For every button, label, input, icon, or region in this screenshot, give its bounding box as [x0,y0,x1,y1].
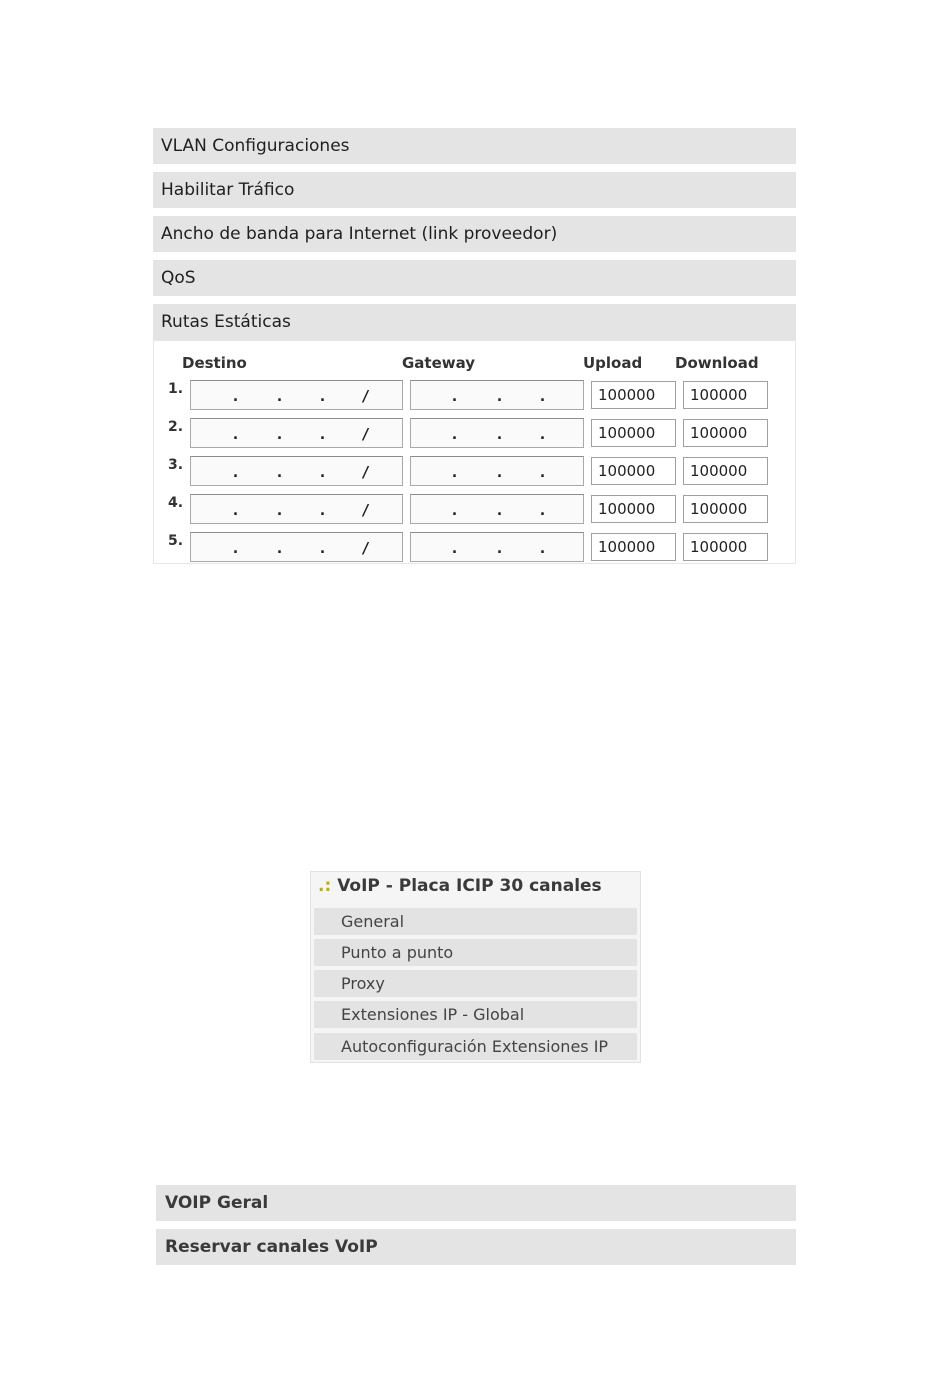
upload-input[interactable]: 100000 [591,419,676,447]
ip-separator: . [231,387,241,405]
ip-separator: . [275,501,285,519]
menu-title-text: VoIP - Placa ICIP 30 canales [337,876,602,896]
gateway-input[interactable] [410,494,584,524]
gateway-input[interactable] [410,532,584,562]
ip-separator: . [450,463,460,481]
column-header-destino: Destino [182,354,247,372]
column-header-gateway: Gateway [402,354,476,372]
section-label: VLAN Configuraciones [161,136,350,156]
menu-item-autoconfiguracion[interactable]: Autoconfiguración Extensiones IP [314,1033,637,1060]
ip-separator: / [361,425,371,443]
upload-input[interactable]: 100000 [591,457,676,485]
ip-separator: / [361,463,371,481]
gateway-input[interactable] [410,456,584,486]
ip-separator: . [275,463,285,481]
download-input[interactable]: 100000 [683,495,768,523]
ip-separator: . [318,425,328,443]
section-rutas-estaticas[interactable] [153,304,796,340]
section-reservar-canales-voip[interactable]: Reservar canales VoIP [156,1229,796,1265]
ip-separator: . [318,387,328,405]
section-label: Rutas Estáticas [161,312,291,332]
destino-input[interactable] [190,456,403,486]
ip-separator: . [318,539,328,557]
gateway-input[interactable] [410,380,584,410]
section-voip-geral[interactable]: VOIP Geral [156,1185,796,1221]
destino-input[interactable] [190,380,403,410]
download-input[interactable]: 100000 [683,457,768,485]
upload-input[interactable]: 100000 [591,381,676,409]
ip-separator: . [318,501,328,519]
upload-input[interactable]: 100000 [591,495,676,523]
ip-separator: . [450,425,460,443]
ip-separator: . [275,539,285,557]
download-input[interactable]: 100000 [683,381,768,409]
menu-item-proxy[interactable]: Proxy [314,970,637,997]
menu-marker: .: [318,876,332,896]
column-header-upload: Upload [583,354,643,372]
download-input[interactable]: 100000 [683,533,768,561]
section-ancho-de-banda[interactable] [153,216,796,252]
ip-separator: . [231,501,241,519]
section-vlan-configuraciones[interactable] [153,128,796,164]
row-number: 5. [168,533,184,549]
gateway-input[interactable] [410,418,584,448]
ip-separator: . [495,387,505,405]
destino-input[interactable] [190,494,403,524]
download-input[interactable]: 100000 [683,419,768,447]
section-label: Habilitar Tráfico [161,180,295,200]
section-qos[interactable] [153,260,796,296]
ip-separator: . [538,387,548,405]
menu-item-extensiones-ip-global[interactable]: Extensiones IP - Global [314,1001,637,1028]
destino-input[interactable] [190,418,403,448]
row-number: 1. [168,381,184,397]
ip-separator: . [495,425,505,443]
ip-separator: . [275,425,285,443]
ip-separator: . [231,425,241,443]
destino-input[interactable] [190,532,403,562]
ip-separator: . [450,501,460,519]
routes-panel [153,340,796,564]
ip-separator: . [495,539,505,557]
section-label: QoS [161,268,196,288]
ip-separator: . [318,463,328,481]
ip-separator: / [361,387,371,405]
ip-separator: . [231,539,241,557]
ip-separator: . [538,501,548,519]
ip-separator: . [538,463,548,481]
ip-separator: . [495,463,505,481]
row-number: 4. [168,495,184,511]
section-habilitar-trafico[interactable] [153,172,796,208]
column-header-download: Download [675,354,759,372]
ip-separator: / [361,501,371,519]
ip-separator: . [231,463,241,481]
menu-item-general[interactable]: General [314,908,637,935]
ip-separator: . [450,387,460,405]
ip-separator: . [538,539,548,557]
row-number: 3. [168,457,184,473]
row-number: 2. [168,419,184,435]
ip-separator: / [361,539,371,557]
ip-separator: . [495,501,505,519]
voip-menu-title [318,876,602,896]
ip-separator: . [450,539,460,557]
ip-separator: . [538,425,548,443]
ip-separator: . [275,387,285,405]
section-label: Ancho de banda para Internet (link proveedor) [161,224,558,244]
menu-item-punto-a-punto[interactable]: Punto a punto [314,939,637,966]
upload-input[interactable]: 100000 [591,533,676,561]
